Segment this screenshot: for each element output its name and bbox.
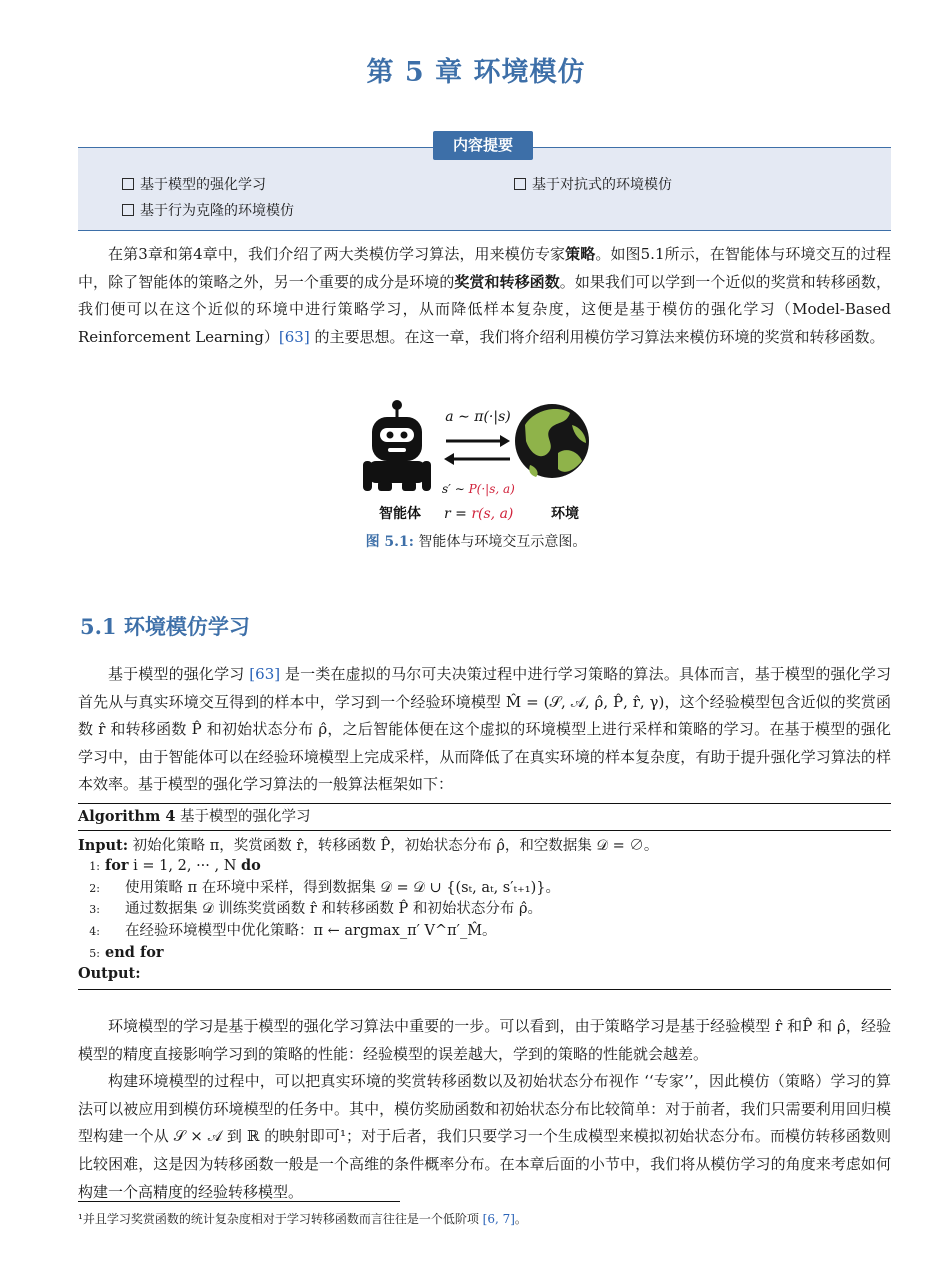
robot-icon [363, 400, 431, 491]
algorithm-title: Algorithm 4 基于模型的强化学习 [78, 808, 311, 825]
env-label: 环境 [551, 506, 579, 522]
agent-label: 智能体 [379, 506, 421, 522]
checkbox-icon [514, 178, 526, 190]
agent-environment-figure [360, 395, 590, 525]
algorithm-block [78, 803, 891, 990]
algorithm-line: 5: end for [89, 943, 164, 961]
algorithm-line: 2: 使用策略 π 在环境中采样，得到数据集 𝒟 = 𝒟 ∪ {(sₜ, aₜ, s′ₜ₊₁)}。 [89, 879, 560, 896]
footnote-rule [78, 1201, 400, 1202]
figure-caption: 图 5.1: 智能体与环境交互示意图。 [365, 534, 587, 550]
checkbox-icon [122, 178, 134, 190]
reward-fn: r(s, a) [471, 506, 514, 522]
next-state-dist: P(·|s, a) [468, 482, 515, 496]
action-label: a ∼ π(·|s) [445, 409, 511, 425]
algorithm-output: Output: [78, 965, 141, 983]
earth-icon [515, 404, 589, 478]
checkbox-icon [122, 204, 134, 216]
body-paragraph-2: 环境模型的学习是基于模型的强化学习算法中重要的一步。可以看到，由于策略学习是基于经验模型 r̂ 和P̂ 和 ρ̂，经验模型的精度直接影响学习到的策略的性能：经验模型的误差越大，学到的策略的性能就会越差。 构建环境模型的过程中，可以把真实环境的奖赏转移函数以及初始状态分布视作 ‘‘专家’’，因此模仿（策略）学习的算法可以被应用到模仿环境模型的任务中。其中，模仿奖励函数和初始状态分布比较简单：对于前者，我们只需要利用回归模型构建一个从 𝒮 × 𝒜 到 ℝ 的映射即可¹；对于后者，我们只要学习一个生成模型来模拟初始状态分布。而模仿转移函数则比较困难，这是因为转移函数一般是一个高维的条件概率分布。在本章后面的小节中，我们将从模仿学习的角度来考虑如何构建一个高精度的经验转移模型。 [78, 1017, 892, 1201]
svg-text:r = r(s, a) [444, 506, 513, 522]
reward-prefix: r = [444, 506, 472, 522]
next-state-prefix: s′ ∼ [442, 482, 469, 496]
chapter-title: 第 5 章 环境模仿 [366, 57, 586, 88]
summary-item: 基于行为克隆的环境模仿 [122, 200, 294, 220]
intro-paragraph: 在第3章和第4章中，我们介绍了两大类模仿学习算法，用来模仿专家策略。如图5.1所示，在智能体与环境交互的过程中，除了智能体的策略之外，另一个重要的成分是环境的奖赏和转移函数。如果我们可以学到一个近似的奖赏和转移函数，我们便可以在这个近似的环境中进行策略学习，从而降低样本复杂度，这便是基于模仿的强化学习（Model-Based Reinforcement Learning）[63] 的主要思想。在这一章，我们将介绍利用模仿学习算法来模仿环境的奖赏和转移函数。 [78, 245, 891, 346]
svg-text:s′ ∼ P(·|s, a) [442, 482, 515, 496]
algorithm-input: Input: 初始化策略 π，奖赏函数 r̂，转移函数 P̂，初始状态分布 ρ̂，和空数据集 𝒟 = ∅。 [78, 836, 659, 854]
algorithm-line: 3: 通过数据集 𝒟 训练奖赏函数 r̂ 和转移函数 P̂ 和初始状态分布 ρ̂。 [89, 901, 543, 918]
summary-tab: 内容提要 [433, 131, 533, 160]
algorithm-line: 1: for i = 1, 2, ··· , N do [89, 857, 261, 875]
summary-item: 基于模型的强化学习 [122, 174, 266, 194]
algorithm-line: 4: 在经验环境模型中优化策略：π ← argmax_π′ V^π′_M̂。 [89, 922, 497, 939]
body-paragraph-1: 基于模型的强化学习 [63] 是一类在虚拟的马尔可夫决策过程中进行学习策略的算法。具体而言，基于模型的强化学习首先从与真实环境交互得到的样本中，学习到一个经验环境模型 M̂ = (𝒮, 𝒜, ρ̂, P̂, r̂, γ)，这个经验模型包含近似的奖赏函数 r̂ 和转移函数 P̂ 和初始状态分布 ρ̂，之后智能体便在这个虚拟的环境模型上进行采样和策略的学习。在基于模型的强化学习中，由于智能体可以在经验环境模型上完成采样，从而降低了在真实环境的样本复杂度，有助于提升强化学习算法的样本效率。基于模型的强化学习算法的一般算法框架如下： [78, 665, 891, 794]
section-title: 5.1 环境模仿学习 [80, 614, 250, 639]
footnote: ¹并且学习奖赏函数的统计复杂度相对于学习转移函数而言往往是一个低阶项 [6, 7]。 [78, 1212, 527, 1226]
summary-item: 基于对抗式的环境模仿 [514, 174, 672, 194]
